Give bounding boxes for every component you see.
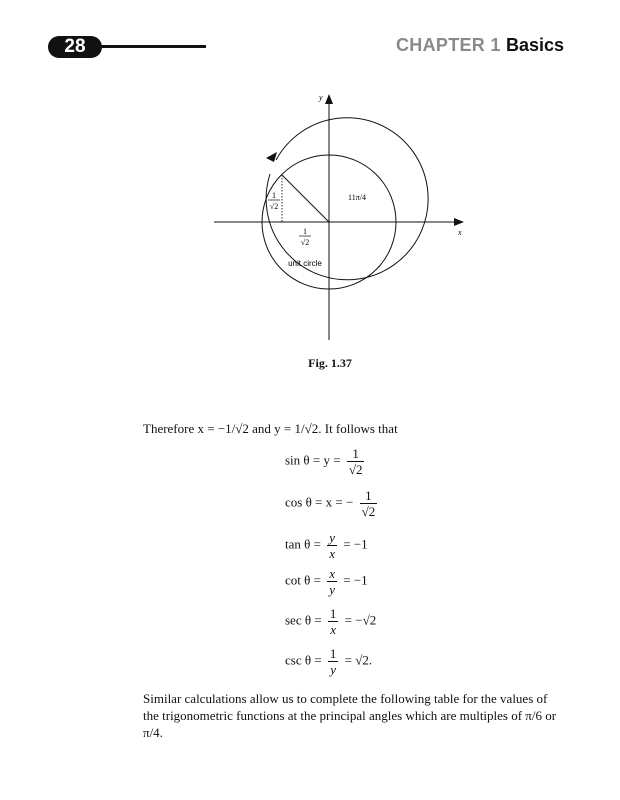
- equation-cot: [285, 566, 368, 597]
- unit-circle-figure: [200, 88, 480, 358]
- fraction-numerator: 1: [347, 446, 365, 462]
- equation-rhs: = √2.: [344, 652, 373, 668]
- page-number-badge: 28: [48, 36, 102, 58]
- fraction-numerator: x: [329, 566, 335, 581]
- fraction-denominator: x: [329, 546, 335, 561]
- x-axis-arrowhead: [454, 218, 464, 226]
- fraction-denominator: √2: [361, 504, 376, 519]
- equation-fraction: [327, 530, 337, 561]
- equation-csc: [285, 646, 372, 677]
- equation-rhs: = −√2: [344, 612, 377, 628]
- header-rule: [96, 45, 206, 48]
- fraction-denominator: x: [330, 622, 337, 637]
- fraction-numerator: y: [329, 530, 335, 545]
- fraction-denominator: y: [330, 662, 337, 677]
- horizontal-leg-numerator: 1: [303, 227, 307, 236]
- chapter-label: CHAPTER 1: [396, 35, 501, 55]
- fraction-numerator: 1: [360, 488, 378, 504]
- equation-fraction: [360, 488, 378, 519]
- angle-label: 11π/4: [348, 193, 366, 202]
- rotation-arrowhead: [266, 152, 277, 162]
- fraction-numerator: 1: [329, 646, 337, 661]
- equation-lhs: sin θ = y =: [285, 452, 341, 468]
- equation-sin: [285, 446, 367, 477]
- equation-fraction: [328, 646, 339, 677]
- horizontal-leg-denominator: √2: [300, 238, 310, 247]
- fraction-denominator: √2: [348, 462, 363, 477]
- x-axis-label: x: [458, 228, 462, 237]
- equation-sec: [285, 606, 376, 637]
- equation-lhs: cot θ =: [285, 572, 321, 588]
- equation-fraction: [347, 446, 365, 477]
- y-axis-label: y: [319, 93, 323, 102]
- closing-paragraph: Similar calculations allow us to complete the following table for the values of the trigonometric functions at the principal angles which are multiples of π/6 or π/4.: [143, 691, 557, 740]
- vertical-leg-denominator: √2: [269, 202, 279, 211]
- section-title: Basics: [506, 35, 565, 55]
- equation-rhs: = −1: [343, 536, 368, 552]
- fraction-denominator: y: [329, 582, 335, 597]
- equation-lhs: cos θ = x = −: [285, 494, 354, 510]
- equation-cos: [285, 488, 380, 519]
- terminal-ray: [282, 175, 329, 222]
- equation-fraction: [327, 566, 337, 597]
- equation-rhs: = −1: [343, 572, 368, 588]
- equation-lhs: sec θ =: [285, 612, 322, 628]
- y-axis-arrowhead: [325, 94, 333, 104]
- intro-paragraph: Therefore x = −1/√2 and y = 1/√2. It follows that: [143, 421, 398, 436]
- equation-fraction: [328, 606, 339, 637]
- unit-circle-label: unit circle: [288, 259, 322, 268]
- equation-lhs: tan θ =: [285, 536, 321, 552]
- equation-lhs: csc θ =: [285, 652, 322, 668]
- equation-tan: [285, 530, 368, 561]
- vertical-leg-numerator: 1: [272, 191, 276, 200]
- fraction-numerator: 1: [329, 606, 337, 621]
- figure-caption: Fig. 1.37: [308, 356, 352, 370]
